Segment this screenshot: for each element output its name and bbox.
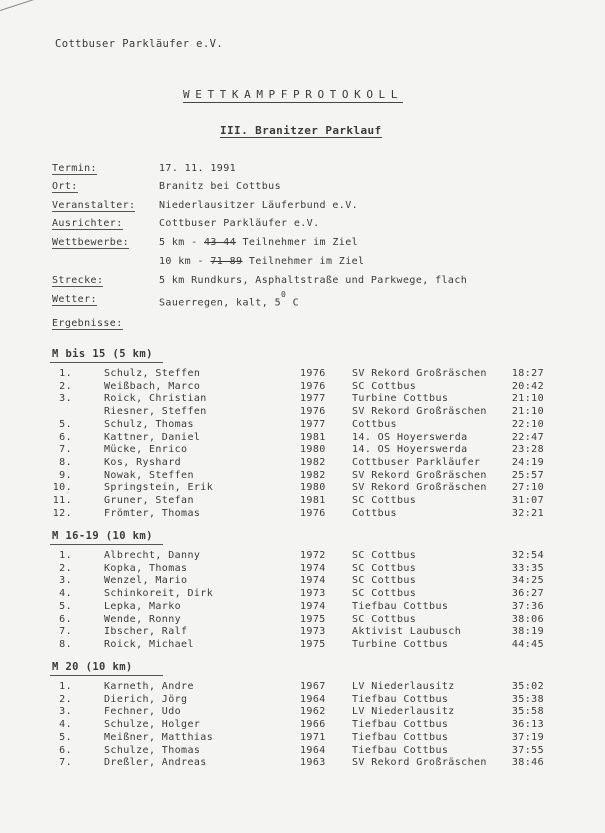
result-time: 38:19 [511,626,544,638]
result-name: Kattner, Daniel [104,431,201,443]
result-place: 7. [59,757,72,769]
result-time: 22:47 [511,431,544,443]
result-club: Cottbus [352,418,397,430]
result-club: SV Rekord Großräschen [352,469,487,481]
result-year: 1974 [300,562,326,574]
result-name: Wende, Ronny [104,613,182,625]
wetter-value [159,290,300,309]
result-year: 1972 [300,550,326,561]
result-club: Tiefbau Cottbus [352,744,449,756]
result-name: Kopka, Thomas [104,562,188,574]
result-time: 21:10 [511,406,544,418]
wb2-corrected-count: 71 89 [210,256,243,267]
result-name: Schulz, Steffen [104,368,201,379]
event-subtitle: III. Branitzer Parklauf [220,124,382,137]
result-year: 1962 [300,706,326,718]
result-year: 1982 [300,456,326,468]
result-name: Meißner, Matthias [104,731,214,743]
ort-label: Ort: [52,181,78,192]
result-time: 32:54 [511,550,544,561]
result-year: 1967 [300,681,326,692]
result-time: 23:28 [511,444,544,456]
result-name: Springstein, Erik [104,482,214,494]
group-title-m-bis-15: M bis 15 (5 km) [52,348,153,360]
result-club: SC Cottbus [352,562,417,574]
result-year: 1963 [300,757,326,769]
result-year: 1973 [300,588,326,600]
result-name: Ibscher, Ralf [104,626,188,638]
wettbewerb-5km [159,237,358,248]
result-time: 35:38 [511,693,544,705]
result-year: 1964 [300,693,326,705]
table-row [0,694,605,707]
wetter-text: Sauerregen, kalt, 5 [159,297,281,309]
result-place: 4. [59,588,72,600]
result-name: Dierich, Jörg [104,693,188,705]
result-place: 2. [59,562,72,574]
termin-value: 17. 11. 1991 [159,163,237,174]
table-row [0,681,605,694]
table-row [0,614,605,627]
result-time: 38:06 [511,613,544,625]
result-place: 10. [52,482,72,494]
result-club: SC Cottbus [352,550,417,561]
result-year: 1974 [300,575,326,587]
result-place: 2. [59,380,72,392]
table-row [0,745,605,758]
result-time: 20:42 [511,380,544,392]
result-place: 3. [59,393,72,405]
wb1-text: Teilnehmer im Ziel [242,237,359,248]
table-row [0,381,605,394]
result-club: 14. OS Hoyerswerda [352,431,468,443]
result-place: 1. [59,681,72,692]
result-year: 1976 [300,380,326,392]
result-club: Tiefbau Cottbus [352,600,449,612]
scan-mark [0,0,38,11]
table-row [0,706,605,719]
result-time: 37:36 [511,600,544,612]
veranstalter-value: Niederlausitzer Läuferbund e.V. [159,200,359,211]
result-year: 1982 [300,469,326,481]
group-divider [50,362,163,363]
result-place: 4. [59,719,72,731]
result-club: SV Rekord Großräschen [352,406,487,418]
result-name: Mücke, Enrico [104,444,188,456]
result-year: 1980 [300,444,326,456]
result-place: 12. [52,507,72,519]
wettbewerbe-label: Wettbewerbe: [52,237,130,248]
result-club: Tiefbau Cottbus [352,731,449,743]
wb1-distance: 5 km - [159,237,198,248]
wb2-text: Teilnehmer im Ziel [248,256,365,267]
result-place: 8. [59,456,72,468]
wetter-unit: C [292,297,300,309]
result-year: 1964 [300,744,326,756]
result-place: 6. [59,744,72,756]
result-time: 25:57 [511,469,544,481]
result-place: 7. [59,626,72,638]
result-name: Lepka, Marko [104,600,182,612]
result-time: 35:02 [511,681,544,692]
table-row [0,406,605,419]
veranstalter-label: Veranstalter: [52,200,136,211]
table-row [0,601,605,614]
ort-value: Branitz bei Cottbus [159,181,281,192]
result-club: 14. OS Hoyerswerda [352,444,468,456]
table-row [0,393,605,406]
table-row [0,457,605,470]
result-club: Cottbus [352,507,397,519]
result-name: Schulze, Holger [104,719,201,731]
result-name: Schulze, Thomas [104,744,201,756]
result-club: Aktivist Laubusch [352,626,462,638]
result-club: SC Cottbus [352,495,417,506]
result-name: Albrecht, Danny [104,550,201,561]
ausrichter-value: Cottbuser Parkläufer e.V. [159,218,320,229]
result-place: 6. [59,613,72,625]
result-time: 27:10 [511,482,544,494]
group-title-m-20: M 20 (10 km) [52,661,133,673]
table-row [0,432,605,445]
result-club: SC Cottbus [352,380,417,392]
result-time: 34:25 [511,575,544,587]
degree-sign: 0 [281,290,287,299]
table-row [0,470,605,483]
result-name: Schinkoreit, Dirk [104,588,214,600]
result-time: 31:07 [511,495,544,506]
result-time: 44:45 [511,638,544,650]
result-name: Kos, Ryshard [104,456,182,468]
result-place: 8. [59,638,72,650]
result-year: 1975 [300,613,326,625]
result-name: Nowak, Steffen [104,469,194,481]
table-row [0,732,605,745]
result-time: 24:19 [511,456,544,468]
result-time: 36:13 [511,719,544,731]
result-club: Turbine Cottbus [352,638,449,650]
result-club: SC Cottbus [352,575,417,587]
table-row [0,550,605,563]
result-name: Wenzel, Mario [104,575,188,587]
result-club: SV Rekord Großräschen [352,368,487,379]
result-time: 37:55 [511,744,544,756]
result-club: SV Rekord Großräschen [352,757,487,769]
result-name: Schulz, Thomas [104,418,194,430]
result-name: Frömter, Thomas [104,507,201,519]
club-name: Cottbuser Parkläufer e.V. [55,38,224,50]
result-place: 5. [59,731,72,743]
termin-label: Termin: [52,163,97,174]
group-divider [50,544,163,545]
result-time: 36:27 [511,588,544,600]
table-row [0,508,605,521]
result-year: 1974 [300,600,326,612]
result-time: 18:27 [511,368,544,379]
result-year: 1977 [300,418,326,430]
table-row [0,719,605,732]
result-year: 1976 [300,368,326,379]
result-time: 22:10 [511,418,544,430]
result-place: 11. [52,495,72,506]
result-year: 1973 [300,626,326,638]
result-club: LV Niederlausitz [352,681,455,692]
result-place: 1. [59,550,72,561]
result-year: 1966 [300,719,326,731]
table-row [0,482,605,495]
result-time: 32:21 [511,507,544,519]
result-time: 21:10 [511,393,544,405]
result-time: 33:35 [511,562,544,574]
result-year: 1980 [300,482,326,494]
result-club: Cottbuser Parkläufer [352,456,481,468]
result-place: 2. [59,693,72,705]
wettbewerb-10km [159,256,364,267]
document-title: WETTKAMPFPROTOKOLL [183,88,404,101]
result-name: Fechner, Udo [104,706,182,718]
table-row [0,419,605,432]
result-club: SC Cottbus [352,588,417,600]
result-time: 37:19 [511,731,544,743]
result-name: Riesner, Steffen [104,406,207,418]
result-club: Turbine Cottbus [352,393,449,405]
result-place: 5. [59,600,72,612]
result-club: LV Niederlausitz [352,706,455,718]
result-name: Roick, Christian [104,393,207,405]
wetter-label: Wetter: [52,294,97,305]
result-place: 3. [59,575,72,587]
result-place: 7. [59,444,72,456]
ausrichter-label: Ausrichter: [52,218,123,229]
result-year: 1977 [300,393,326,405]
result-place: 9. [59,469,72,481]
result-year: 1976 [300,507,326,519]
result-year: 1975 [300,638,326,650]
result-year: 1981 [300,495,326,506]
group-divider [50,675,163,676]
result-year: 1981 [300,431,326,443]
result-time: 35:58 [511,706,544,718]
strecke-label: Strecke: [52,275,104,286]
result-club: SV Rekord Großräschen [352,482,487,494]
table-row [0,575,605,588]
result-club: SC Cottbus [352,613,417,625]
wb2-distance: 10 km - [159,256,204,267]
result-year: 1976 [300,406,326,418]
result-name: Dreßler, Andreas [104,757,207,769]
result-place: 5. [59,418,72,430]
table-row [0,639,605,652]
result-name: Weißbach, Marco [104,380,201,392]
table-row [0,368,605,381]
group-title-m-16-19: M 16-19 (10 km) [52,530,153,542]
table-row [0,444,605,457]
result-name: Gruner, Stefan [104,495,194,506]
strecke-value: 5 km Rundkurs, Asphaltstraße und Parkwege, flach [159,275,468,286]
result-year: 1971 [300,731,326,743]
result-name: Roick, Michael [104,638,194,650]
table-row [0,588,605,601]
table-row [0,757,605,770]
result-place: 6. [59,431,72,443]
result-place: 1. [59,368,72,379]
result-club: Tiefbau Cottbus [352,719,449,731]
result-time: 38:46 [511,757,544,769]
wb1-corrected-count: 43 44 [203,237,237,248]
result-place: 3. [59,706,72,718]
result-club: Tiefbau Cottbus [352,693,449,705]
ergebnisse-label: Ergebnisse: [52,318,123,329]
result-name: Karneth, Andre [104,681,194,692]
table-row [0,626,605,639]
table-row [0,495,605,508]
table-row [0,563,605,576]
